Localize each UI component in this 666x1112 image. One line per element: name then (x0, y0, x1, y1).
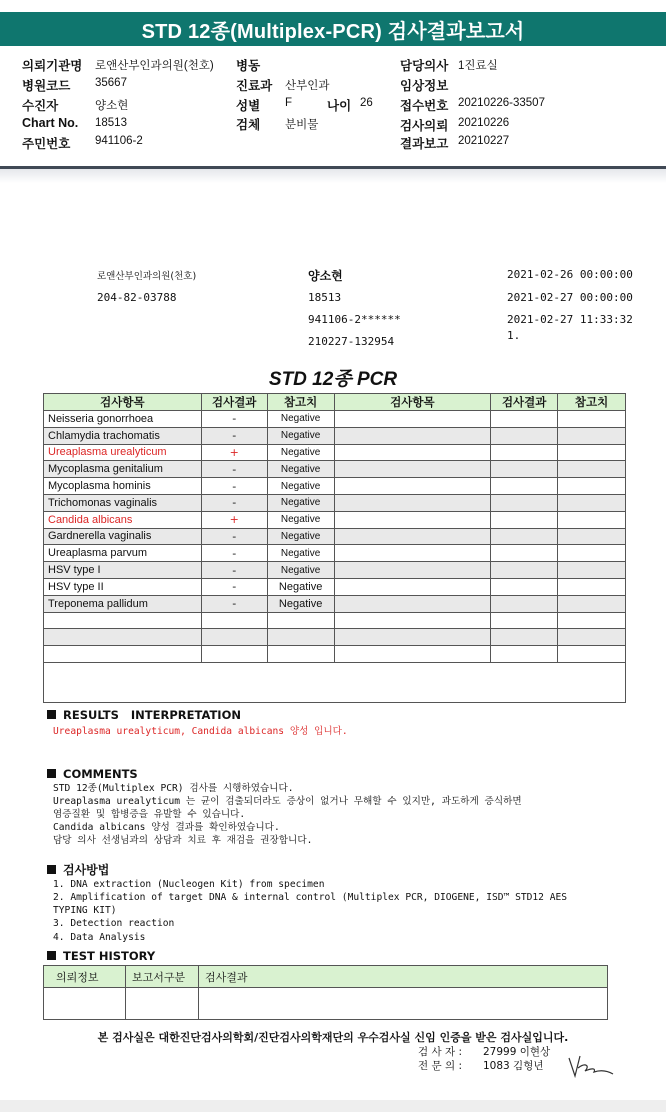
empty-cell (491, 629, 558, 646)
specimen-value: 분비물 (285, 119, 319, 131)
test-result: - (201, 461, 267, 478)
empty-cell (44, 662, 626, 702)
specialist-label: 전 문 의 : (418, 1060, 462, 1072)
method-line: 3. Detection reaction (53, 918, 175, 929)
history-header-request: 의뢰정보 (44, 966, 126, 988)
table-row (44, 988, 608, 1020)
empty-cell (558, 411, 626, 428)
table-row (44, 478, 626, 495)
empty-cell (334, 444, 491, 461)
empty-cell (491, 646, 558, 663)
empty-cell (334, 545, 491, 562)
history-header-report-type: 보고서구분 (126, 966, 199, 988)
test-item-positive: Candida albicans (44, 511, 202, 528)
empty-cell (558, 427, 626, 444)
specialist-value: 1083 김형년 (483, 1060, 544, 1072)
test-reference: Negative (267, 562, 334, 579)
table-row (44, 494, 626, 511)
test-result: - (201, 595, 267, 612)
empty-cell (491, 411, 558, 428)
pcr-title: STD 12종 PCR (268, 369, 398, 390)
empty-cell (491, 562, 558, 579)
empty-cell (491, 578, 558, 595)
table-row (44, 562, 626, 579)
test-reference: Negative (267, 578, 334, 595)
test-reference: Negative (267, 545, 334, 562)
empty-cell (334, 595, 491, 612)
test-result: - (201, 427, 267, 444)
header-item-2: 검사항목 (334, 394, 491, 411)
empty-cell (201, 629, 267, 646)
empty-cell (201, 612, 267, 629)
sub-clinic-reg: 204-82-03788 (97, 291, 177, 304)
table-row (44, 612, 626, 629)
examiner-value: 27999 이현상 (483, 1046, 551, 1058)
sub-receipt-no: 210227-132954 (308, 335, 395, 348)
empty-cell (491, 612, 558, 629)
test-result-positive: + (201, 511, 267, 528)
empty-cell (199, 988, 608, 1020)
empty-cell (334, 511, 491, 528)
specimen-label: 검체 (236, 118, 261, 132)
empty-cell (558, 511, 626, 528)
empty-cell (491, 595, 558, 612)
report-date-value: 20210227 (458, 135, 510, 147)
receipt-no-value: 20210226-33507 (458, 97, 545, 109)
empty-cell (491, 427, 558, 444)
empty-cell (44, 629, 202, 646)
resident-no-value: 941106-2 (95, 135, 143, 147)
ward-label: 병동 (236, 59, 261, 73)
test-reference: Negative (267, 595, 334, 612)
test-reference: Negative (267, 528, 334, 545)
comment-line: 담당 의사 선생님과의 상담과 치료 후 재검을 권장합니다. (53, 835, 313, 846)
sub-date-1: 2021-02-26 00:00:00 (507, 268, 633, 281)
table-row (44, 444, 626, 461)
empty-cell (334, 612, 491, 629)
department-label: 진료과 (236, 79, 273, 93)
bullet-square-icon (47, 951, 56, 960)
age-label: 나이 (327, 99, 352, 113)
chart-no-value: 18513 (95, 117, 127, 129)
test-item: Chlamydia trachomatis (44, 427, 202, 444)
empty-cell (334, 629, 491, 646)
hospital-code-label: 병원코드 (22, 79, 71, 93)
test-item: Ureaplasma parvum (44, 545, 202, 562)
certification-text: 본 검사실은 대한진단검사의학회/진단검사의학재단의 우수검사실 신임 인증을 받은 검사실입니다. (97, 1031, 569, 1044)
empty-cell (491, 461, 558, 478)
results-header-row (44, 394, 626, 411)
history-header-result: 검사결과 (199, 966, 608, 988)
test-result: - (201, 562, 267, 579)
test-item: Treponema pallidum (44, 595, 202, 612)
results-table (43, 393, 626, 703)
empty-cell (334, 478, 491, 495)
comment-line: Candida albicans 양성 결과를 확인하였습니다. (53, 822, 280, 833)
table-row (44, 629, 626, 646)
table-row (44, 528, 626, 545)
empty-cell (201, 646, 267, 663)
bottom-bar (0, 1100, 666, 1112)
empty-cell (558, 444, 626, 461)
empty-cell (558, 562, 626, 579)
empty-cell (334, 411, 491, 428)
test-result-positive: + (201, 444, 267, 461)
empty-cell (267, 646, 334, 663)
history-header-row (44, 966, 608, 988)
empty-cell (558, 528, 626, 545)
sub-date-2: 2021-02-27 00:00:00 (507, 291, 633, 304)
patient-label: 수진자 (22, 99, 59, 113)
sub-date-3-cont: 1. (507, 329, 521, 342)
test-reference: Negative (267, 444, 334, 461)
department-value: 산부인과 (285, 80, 330, 92)
comment-line: STD 12종(Multiplex PCR) 검사를 시행하였습니다. (53, 783, 294, 794)
table-row (44, 461, 626, 478)
empty-cell (267, 612, 334, 629)
table-row (44, 578, 626, 595)
test-result: - (201, 528, 267, 545)
interpretation-heading (47, 708, 241, 722)
age-value: 26 (360, 97, 373, 109)
comment-line: Ureaplasma urealyticum 는 균이 검출되더라도 증상이 없거나 무해할 수 있지만, 과도하게 증식하면 (53, 796, 522, 807)
test-item: Neisseria gonorrhoea (44, 411, 202, 428)
hospital-code-value: 35667 (95, 77, 127, 89)
empty-cell (44, 646, 202, 663)
empty-cell (558, 545, 626, 562)
test-result: - (201, 478, 267, 495)
empty-cell (44, 988, 126, 1020)
header-result: 검사결과 (201, 394, 267, 411)
empty-cell (558, 646, 626, 663)
empty-cell (334, 427, 491, 444)
examiner-label: 검 사 자 : (418, 1046, 462, 1058)
requester-value: 로앤산부인과의원(천호) (95, 60, 214, 72)
method-line: TYPING KIT) (53, 905, 117, 916)
patient-value: 양소현 (95, 100, 129, 112)
test-item: Mycoplasma hominis (44, 478, 202, 495)
test-item: Gardnerella vaginalis (44, 528, 202, 545)
report-date-label: 결과보고 (400, 137, 449, 151)
test-item: Trichomonas vaginalis (44, 494, 202, 511)
table-row (44, 595, 626, 612)
test-item: HSV type I (44, 562, 202, 579)
test-result: - (201, 494, 267, 511)
interpretation-text: Ureaplasma urealyticum, Candida albicans 양성 입니다. (53, 726, 348, 737)
test-result: - (201, 411, 267, 428)
header-item: 검사항목 (44, 394, 202, 411)
history-table (43, 965, 608, 1020)
empty-cell (558, 578, 626, 595)
test-reference: Negative (267, 427, 334, 444)
header-shadow (0, 169, 666, 183)
empty-cell (334, 528, 491, 545)
empty-cell (126, 988, 199, 1020)
receipt-no-label: 접수번호 (400, 99, 449, 113)
table-row (44, 427, 626, 444)
sub-chart-no: 18513 (308, 291, 342, 304)
report-title-bar (0, 12, 666, 46)
header-result-2: 검사결과 (491, 394, 558, 411)
history-heading (47, 949, 155, 963)
bullet-square-icon (47, 710, 56, 719)
empty-cell (558, 629, 626, 646)
table-row (44, 545, 626, 562)
test-reference: Negative (267, 461, 334, 478)
doctor-label: 담당의사 (400, 59, 449, 73)
header-reference-2: 참고치 (558, 394, 626, 411)
empty-cell (491, 478, 558, 495)
empty-cell (267, 629, 334, 646)
empty-cell (491, 511, 558, 528)
empty-cell (491, 444, 558, 461)
clinical-info-label: 임상정보 (400, 79, 449, 93)
test-item: Mycoplasma genitalium (44, 461, 202, 478)
request-date-label: 검사의뢰 (400, 119, 449, 133)
history-heading-text: TEST HISTORY (63, 949, 156, 963)
method-line: 4. Data Analysis (53, 932, 146, 943)
empty-cell (491, 494, 558, 511)
method-line: 2. Amplification of target DNA & internal control (Multiplex PCR, DIOGENE, ISD™ STD12 AES (53, 892, 568, 903)
empty-cell (44, 612, 202, 629)
table-row (44, 511, 626, 528)
table-row (44, 411, 626, 428)
empty-cell (334, 461, 491, 478)
empty-cell (558, 595, 626, 612)
bullet-square-icon (47, 865, 56, 874)
signature-icon (566, 1050, 616, 1080)
header-reference: 참고치 (267, 394, 334, 411)
sub-resident-no: 941106-2****** (308, 313, 401, 326)
table-row (44, 646, 626, 663)
test-item: HSV type II (44, 578, 202, 595)
method-heading (47, 861, 109, 878)
empty-cell (558, 612, 626, 629)
comment-line: 염증질환 및 합병증을 유발할 수 있습니다. (53, 809, 246, 820)
test-result: - (201, 545, 267, 562)
request-date-value: 20210226 (458, 117, 510, 129)
sex-label: 성별 (236, 99, 261, 113)
test-reference: Negative (267, 494, 334, 511)
method-line: 1. DNA extraction (Nucleogen Kit) from specimen (53, 879, 325, 890)
test-reference: Negative (267, 478, 334, 495)
empty-cell (334, 562, 491, 579)
interpretation-heading-text: RESULTS INTERPRETATION (63, 708, 241, 722)
requester-label: 의뢰기관명 (22, 59, 83, 73)
empty-cell (558, 494, 626, 511)
empty-cell (491, 528, 558, 545)
comments-heading-text: COMMENTS (63, 767, 138, 781)
empty-cell (334, 646, 491, 663)
report-title: STD 12종(Multiplex-PCR) 검사결과보고서 (141, 20, 525, 43)
empty-cell (334, 578, 491, 595)
sex-value: F (285, 97, 293, 109)
test-result: - (201, 578, 267, 595)
empty-cell (491, 545, 558, 562)
test-reference: Negative (267, 511, 334, 528)
empty-cell (558, 478, 626, 495)
test-reference: Negative (267, 411, 334, 428)
sub-patient: 양소현 (308, 269, 343, 283)
bullet-square-icon (47, 769, 56, 778)
test-item-positive: Ureaplasma urealyticum (44, 444, 202, 461)
resident-no-label: 주민번호 (22, 137, 71, 151)
sub-clinic: 로앤산부인과의원(천호) (97, 271, 197, 282)
comments-heading (47, 767, 138, 781)
method-heading-text: 검사방법 (63, 863, 110, 877)
empty-cell (334, 494, 491, 511)
sub-date-3: 2021-02-27 11:33:32 (507, 313, 633, 326)
table-footer-row (44, 662, 626, 702)
chart-no-label: Chart No. (22, 116, 79, 130)
doctor-value: 1진료실 (458, 60, 498, 72)
empty-cell (558, 461, 626, 478)
